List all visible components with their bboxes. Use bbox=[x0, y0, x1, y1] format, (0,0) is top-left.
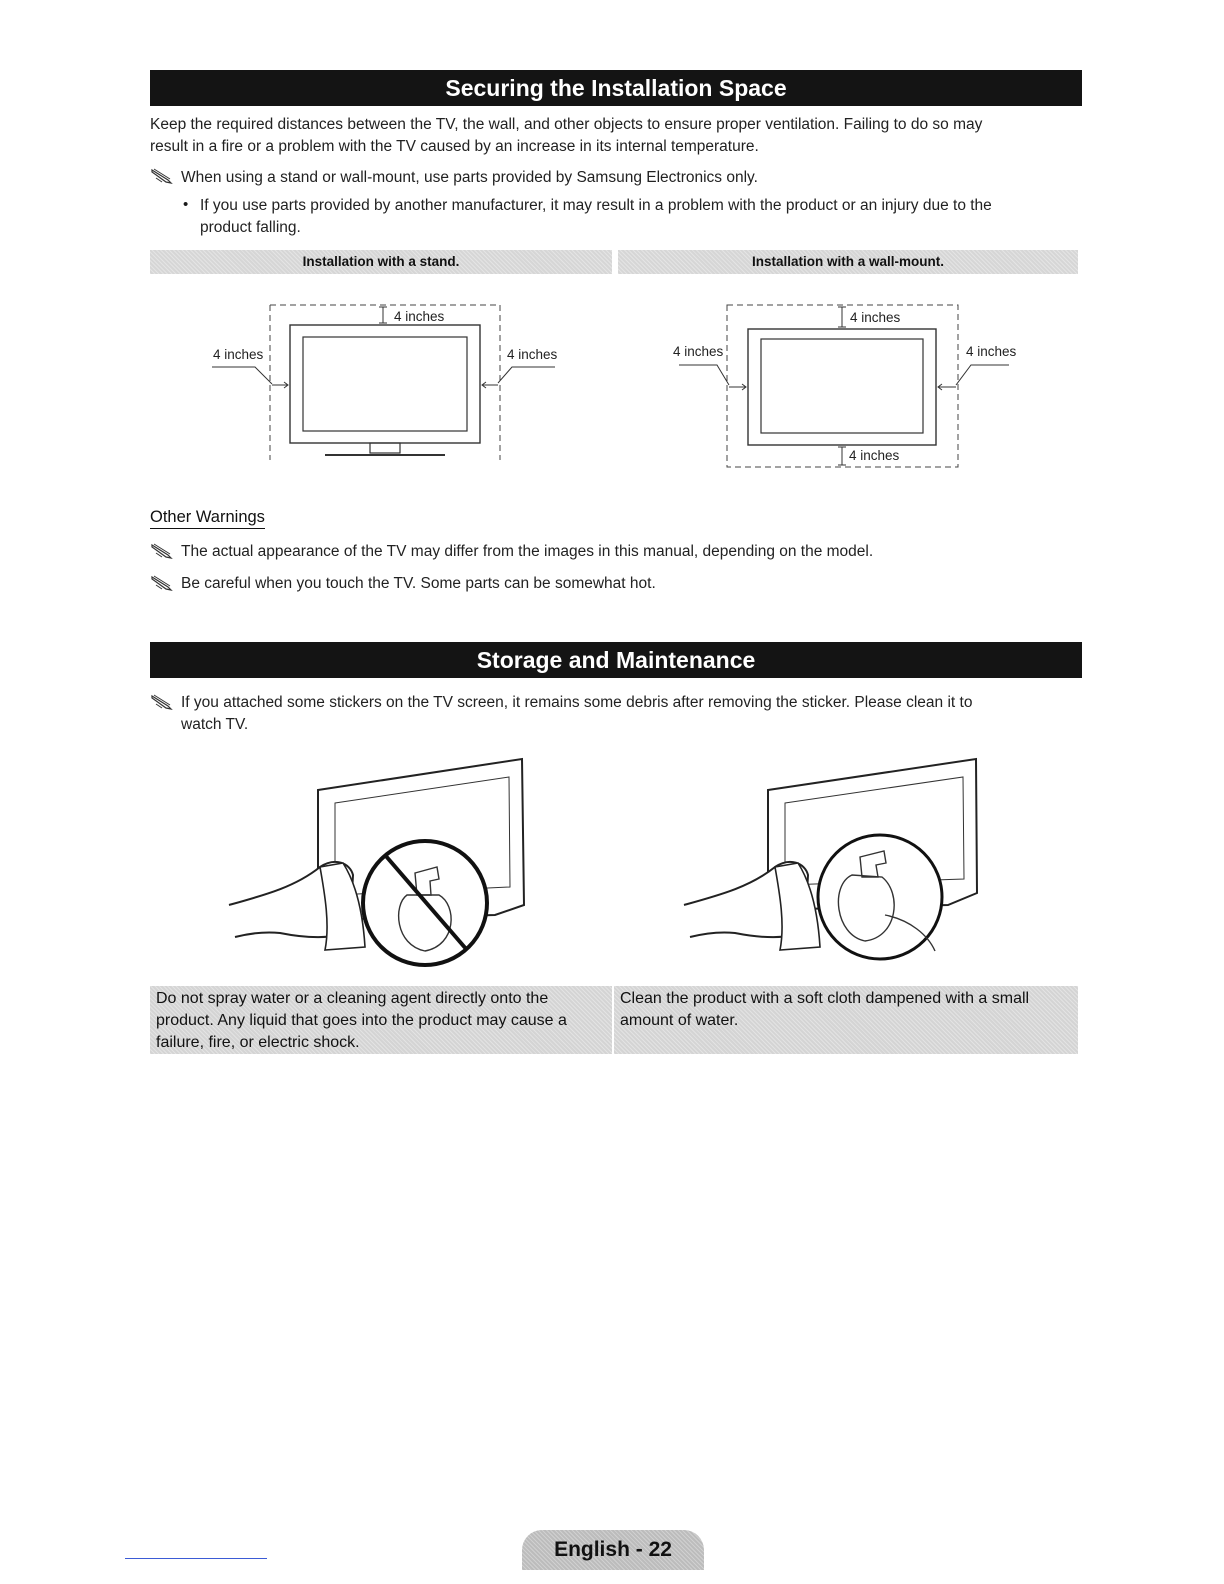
installation-section-title: Securing the Installation Space bbox=[150, 70, 1082, 106]
page-number-label: English - 22 bbox=[522, 1530, 704, 1570]
other-warnings-title: Other Warnings bbox=[150, 508, 265, 529]
note-icon bbox=[150, 574, 174, 592]
no-spray-caption bbox=[150, 986, 612, 1054]
installation-intro-line1: Keep the required distances between the TV, the wall, and other objects to ensure proper ventilation. Failing to do so may bbox=[150, 116, 983, 133]
storage-section-title: Storage and Maintenance bbox=[150, 642, 1082, 678]
warning-note-1: The actual appearance of the TV may differ from the images in this manual, depending on the model. bbox=[181, 543, 874, 560]
storage-note-line2: watch TV. bbox=[181, 716, 249, 733]
footer-rule bbox=[125, 1558, 267, 1559]
soft-cloth-caption-line2: amount of water. bbox=[620, 1012, 739, 1029]
soft-cloth-caption-line1: Clean the product with a soft cloth dampened with a small bbox=[620, 990, 1030, 1007]
soft-cloth-illustration bbox=[680, 755, 990, 975]
no-spray-illustration bbox=[225, 755, 535, 975]
no-spray-caption-line3: failure, fire, or electric shock. bbox=[156, 1034, 360, 1051]
bullet-dot: • bbox=[183, 196, 189, 213]
wall-bottom-distance: 4 inches bbox=[849, 448, 900, 463]
stand-clearance-diagram bbox=[200, 295, 580, 475]
note-icon bbox=[150, 693, 174, 711]
installation-intro-line2: result in a fire or a problem with the TV caused by an increase in its internal temperature. bbox=[150, 138, 759, 155]
stand-left-distance: 4 inches bbox=[213, 347, 264, 362]
installation-bullet-line2: product falling. bbox=[200, 219, 301, 236]
note-icon bbox=[150, 542, 174, 560]
soft-cloth-caption bbox=[614, 986, 1078, 1054]
stand-top-distance: 4 inches bbox=[394, 309, 445, 324]
installation-bullet-line1: If you use parts provided by another manufacturer, it may result in a problem with the product or an injury due to the bbox=[200, 197, 992, 214]
no-spray-caption-line2: product. Any liquid that goes into the product may cause a bbox=[156, 1012, 567, 1029]
no-spray-caption-line1: Do not spray water or a cleaning agent directly onto the bbox=[156, 990, 549, 1007]
note-icon bbox=[150, 167, 174, 185]
wall-top-distance: 4 inches bbox=[850, 310, 901, 325]
installation-note: When using a stand or wall-mount, use parts provided by Samsung Electronics only. bbox=[181, 169, 758, 186]
wall-right-distance: 4 inches bbox=[966, 344, 1017, 359]
wall-installation-label: Installation with a wall-mount. bbox=[618, 250, 1078, 274]
storage-note-line1: If you attached some stickers on the TV screen, it remains some debris after removing the sticker. Please clean it to bbox=[181, 694, 973, 711]
stand-right-distance: 4 inches bbox=[507, 347, 558, 362]
wall-left-distance: 4 inches bbox=[673, 344, 724, 359]
stand-installation-label: Installation with a stand. bbox=[150, 250, 612, 274]
warning-note-2: Be careful when you touch the TV. Some parts can be somewhat hot. bbox=[181, 575, 656, 592]
